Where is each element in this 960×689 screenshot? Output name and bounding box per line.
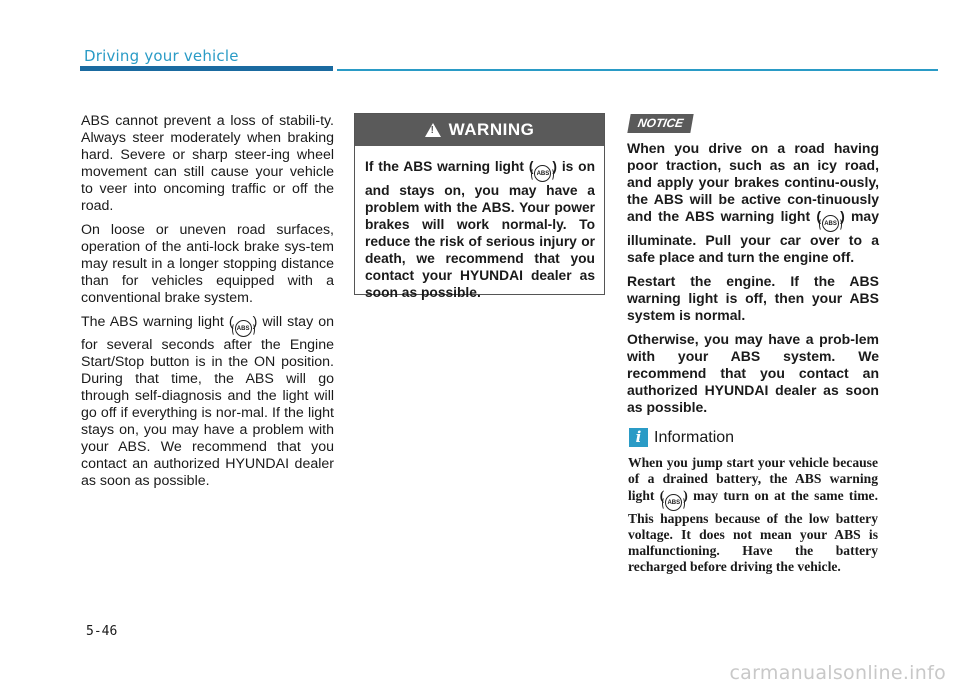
info-title: Information	[654, 429, 735, 446]
text-segment: ) will stay on for several seconds after the Engine Start/Stop button is in the ON position. During that time, the ABS will go through self-diagnosis and the light will go off if everything is nor-mal. If the light stays on, you may have a problem with your ABS. We recommend that you contact an authorized HYUNDAI dealer as soon as possible.	[81, 314, 334, 489]
text-segment: The ABS warning light (	[81, 314, 234, 330]
text-segment: When you drive on a road having poor traction, such as an icy road, and apply your brakes continu-ously, the ABS will be active con-tinuously and the ABS warning light (	[627, 140, 879, 224]
notice-body	[627, 140, 879, 423]
paragraph-stability: ABS cannot prevent a loss of stabili-ty. Always steer moderately when braking hard. Severe or sharp steer-ing wheel movement can still cause your vehicle to veer into oncoming traffic or off the road.	[81, 113, 334, 214]
header-rule-thick	[80, 66, 333, 71]
text-segment: ) is on and stays on, you may have a problem with the ABS. Your power brakes will work normal-ly. To reduce the risk of serious injury or death, we recommend that you contact your HYUNDAI dealer as soon as possible.	[365, 159, 596, 300]
text-segment: If the ABS warning light (	[365, 159, 534, 174]
warning-glyph: !	[430, 125, 435, 136]
watermark: carmanualsonline.info	[729, 662, 946, 684]
abs-warning-icon: ABS	[822, 215, 839, 232]
warning-box	[354, 113, 605, 300]
text-segment: ) may illuminate. Pull your car over to a safe place and turn the engine off.	[627, 208, 879, 265]
info-body	[628, 455, 878, 576]
notice-paragraph-otherwise: Otherwise, you may have a prob-lem with your ABS system. We recommend that you contact an authorized HYUNDAI dealer as soon as possible.	[627, 331, 879, 415]
text-segment: ) may turn on at the same time. This happens because of the low battery voltage. It does not mean your ABS is malfunctioning. Have the battery recharged before driving the vehicle.	[628, 487, 878, 575]
left-column	[81, 113, 334, 497]
warning-header	[355, 114, 604, 146]
warning-label: WARNING	[448, 120, 535, 139]
notice-paragraph-restart: Restart the engine. If the ABS warning light is off, then your ABS system is normal.	[627, 273, 879, 323]
abs-warning-icon: ABS	[665, 494, 682, 511]
notice-paragraph-traction	[627, 140, 879, 266]
abs-warning-icon: ABS	[534, 165, 551, 182]
notice-badge: NOTICE	[627, 114, 693, 133]
warning-body	[355, 146, 604, 301]
paragraph-loose-surfaces: On loose or uneven road surfaces, operation of the anti-lock brake sys-tem may result in a longer stopping distance than for vehicles equipped with a conventional brake system.	[81, 222, 334, 306]
text-segment: When you jump start your vehicle because of a drained battery, the ABS warning light (	[628, 455, 878, 503]
header-rule-thin	[337, 69, 938, 71]
warning-triangle-icon	[425, 123, 441, 137]
abs-warning-icon: ABS	[235, 320, 252, 337]
section-title: Driving your vehicle	[84, 47, 239, 65]
page-number: 5-46	[86, 624, 118, 639]
info-icon: i	[629, 428, 648, 447]
paragraph-abs-light	[81, 314, 334, 490]
